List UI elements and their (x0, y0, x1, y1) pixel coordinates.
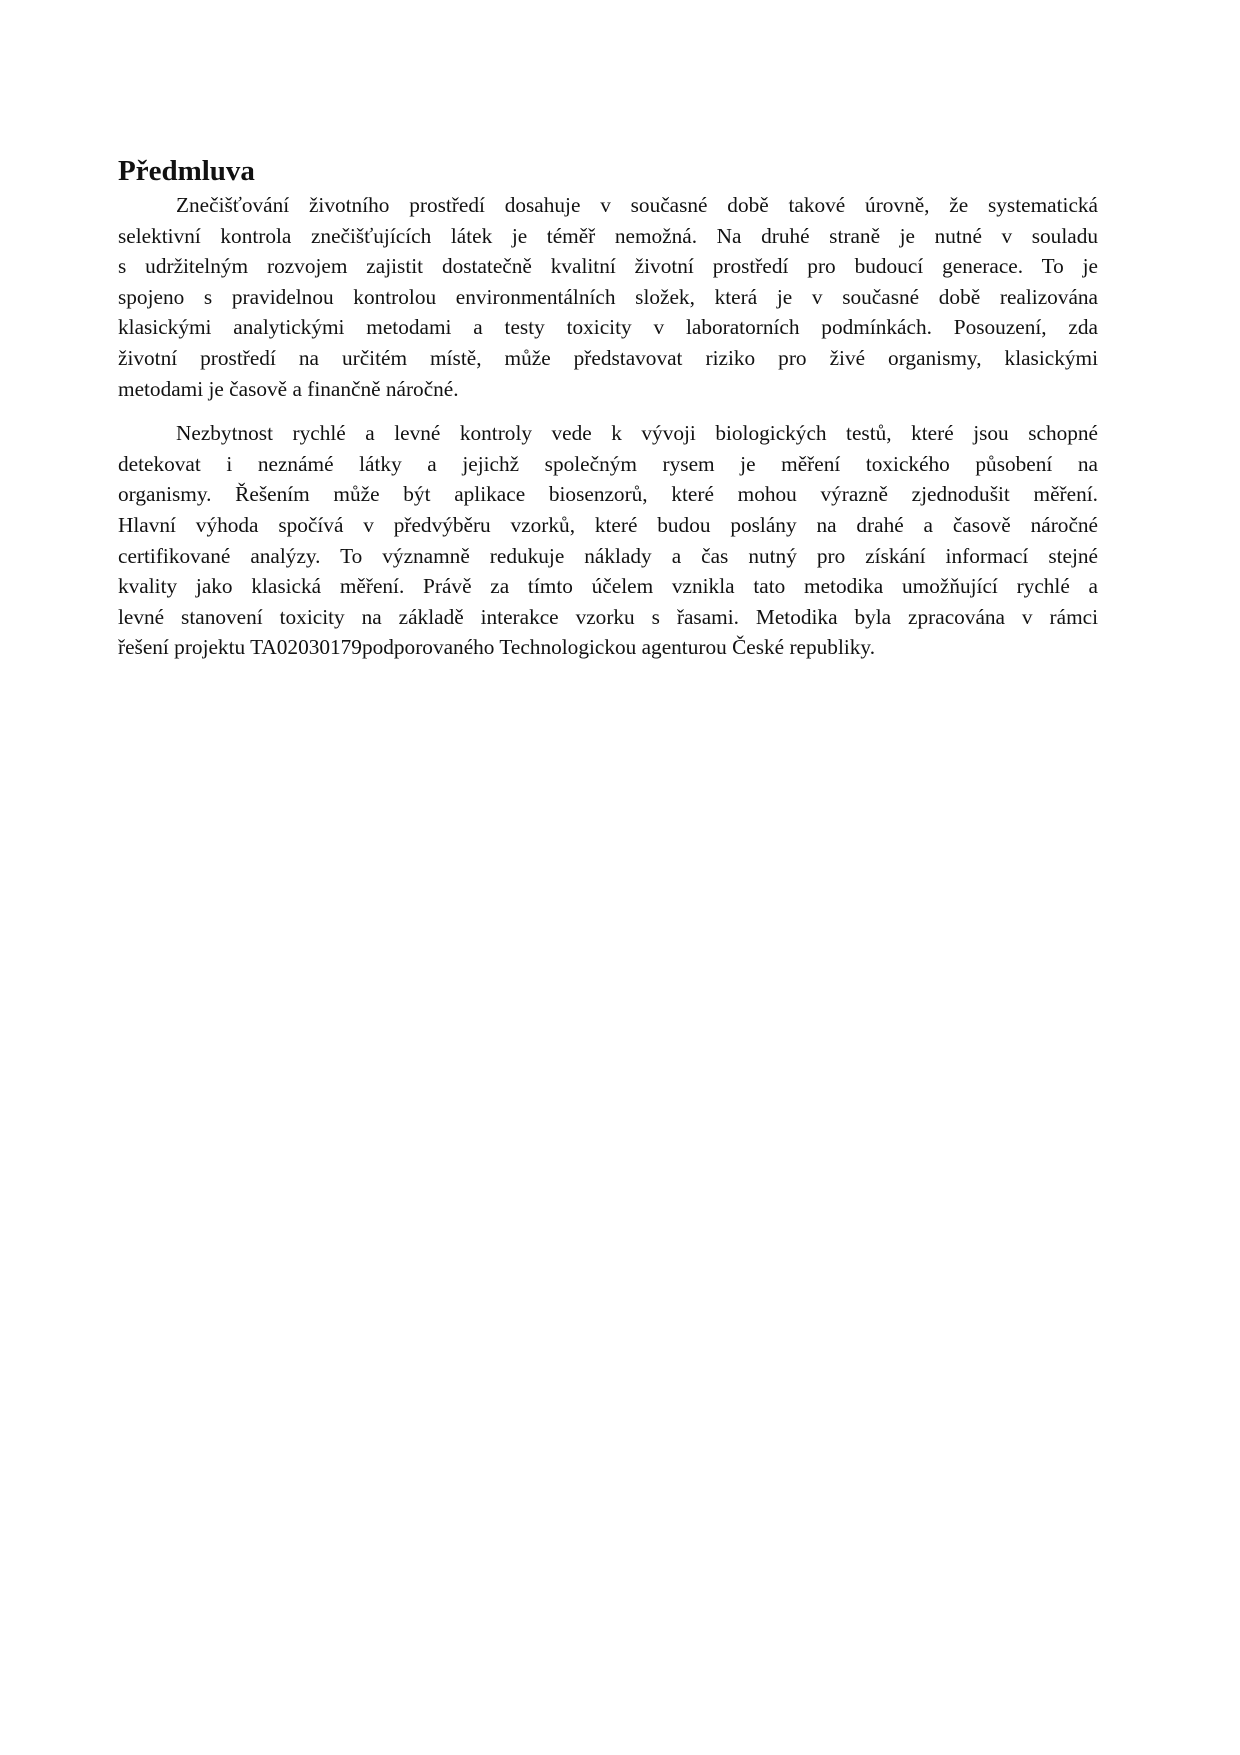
text-line: organismy. Řešením může být aplikace biosenzorů, které mohou výrazně zjednodušit měření. (118, 482, 1098, 507)
text-line: Nezbytnost rychlé a levné kontroly vede k vývoji biologických testů, které jsou schopné (176, 421, 1098, 446)
text-line: spojeno s pravidelnou kontrolou environmentálních složek, která je v současné době realizována (118, 284, 1098, 309)
text-line: životní prostředí na určitém místě, může představovat riziko pro živé organismy, klasickými (118, 345, 1098, 370)
paragraph-2 (118, 418, 1098, 663)
document-page (118, 152, 1098, 663)
text-line: klasickými analytickými metodami a testy toxicity v laboratorních podmínkách. Posouzení, zda (118, 315, 1098, 340)
text-line: s udržitelným rozvojem zajistit dostatečně kvalitní životní prostředí pro budoucí generace. To je (118, 254, 1098, 279)
text-line: řešení projektu TA02030179podporovaného Technologickou agenturou České republiky. (118, 635, 876, 660)
text-line: metodami je časově a finančně náročné. (118, 376, 459, 401)
text-line: detekovat i neznámé látky a jejichž společným rysem je měření toxického působení na (118, 451, 1098, 476)
text-line: certifikované analýzy. To významně redukuje náklady a čas nutný pro získání informací stejné (118, 543, 1098, 568)
text-line: Znečišťování životního prostředí dosahuje v současné době takové úrovně, že systematická (176, 193, 1098, 217)
text-line: Hlavní výhoda spočívá v předvýběru vzorků, které budou poslány na drahé a časově náročné (118, 512, 1098, 537)
text-line: kvality jako klasická měření. Právě za tímto účelem vznikla tato metodika umožňující rychlé a (118, 574, 1098, 599)
paragraph-1 (118, 190, 1098, 404)
text-line: selektivní kontrola znečišťujících látek je téměř nemožná. Na druhé straně je nutné v souladu (118, 223, 1098, 248)
text-line: levné stanovení toxicity na základě interakce vzorku s řasami. Metodika byla zpracována v rámci (118, 604, 1098, 629)
page-title: Předmluva (118, 155, 255, 187)
